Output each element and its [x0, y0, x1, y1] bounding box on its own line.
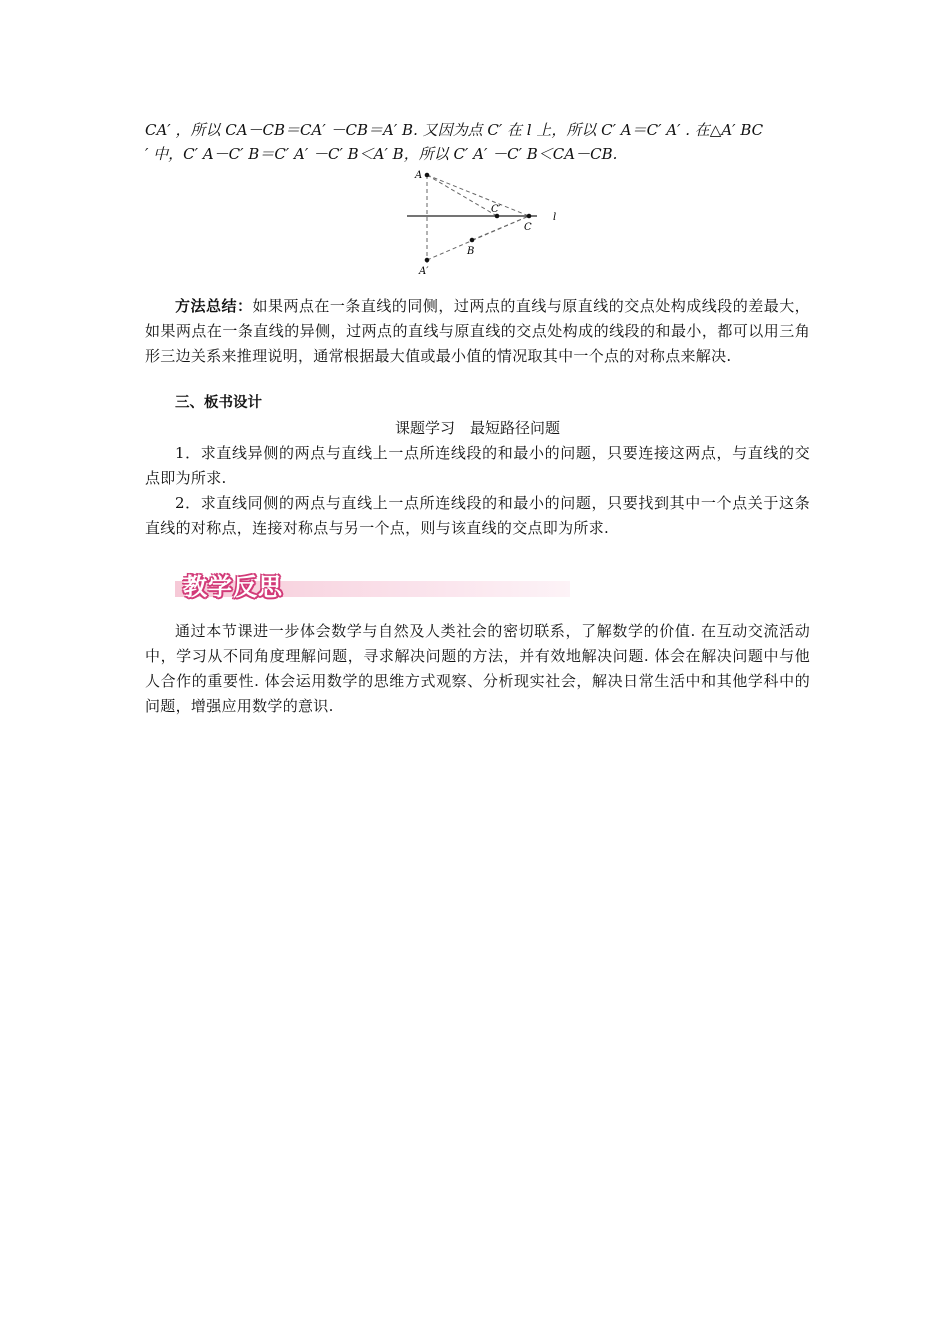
method-summary-text: 如果两点在一条直线的同侧，过两点的直线与原直线的交点处构成线段的差最大，如果两点在一条直线的异侧，过两点的直线与原直线的交点处构成的线段的和最小，都可以用三角形三边关系来推理说明，通常根据最大值或最小值的情况取其中一个点的对称点来解决.: [145, 297, 810, 365]
point-a-prime: [425, 258, 430, 263]
board-item-2: 2．求直线同侧的两点与直线上一点所连线段的和最小的问题，只要找到其中一个点关于这条直线的对称点，连接对称点与另一个点，则与该直线的交点即为所求.: [145, 494, 810, 537]
reflection-banner: [175, 567, 575, 601]
method-summary-label: 方法总结：: [175, 297, 253, 315]
label-a: A: [415, 170, 423, 181]
reflection-text: 通过本节课进一步体会数学与自然及人类社会的密切联系，了解数学的价值. 在互动交流活动中，学习从不同角度理解问题，寻求解决问题的方法，并有效地解决问题. 体会在解决问题中与他人合作的重要性. 体会运用数学的思维方式观察、分析现实社会，解决日常生活中和其他学科中的问题，增强应用数学的意识.: [145, 622, 810, 715]
point-b: [470, 238, 475, 243]
segment-b-c: [472, 216, 529, 240]
document-page: [145, 118, 810, 719]
point-c: [527, 214, 532, 219]
board-item-1: 1．求直线异侧的两点与直线上一点所连线段的和最小的问题，只要连接这两点，与直线的交点即为所求.: [145, 444, 810, 487]
label-c: C: [524, 222, 532, 233]
board-design-title: 课题学习 最短路径问题: [394, 419, 560, 437]
label-a-prime: A′: [419, 266, 429, 277]
segment-a-c-prime: [427, 175, 497, 216]
label-c-prime: C′: [491, 204, 501, 215]
board-design-heading: 三、板书设计: [175, 395, 262, 411]
intro-line-1: CA′ ，所以 CA－CB＝CA′ －CB＝A′ B. 又因为点 C′ 在 l 上，所以 C′ A＝C′ A′ . 在△A′ BC: [145, 121, 764, 139]
method-summary: [145, 294, 810, 369]
reflection-banner-title: 教学反思: [183, 573, 283, 601]
intro-line-2: ′ 中，C′ A－C′ B＝C′ A′ －C′ B＜A′ B，所以 C′ A′ －C′ B＜CA－CB.: [145, 145, 618, 163]
segment-a-c: [427, 175, 529, 216]
point-a: [425, 173, 430, 178]
geometry-figure: [407, 170, 577, 280]
label-b: B: [467, 246, 475, 257]
label-l: l: [553, 212, 557, 223]
